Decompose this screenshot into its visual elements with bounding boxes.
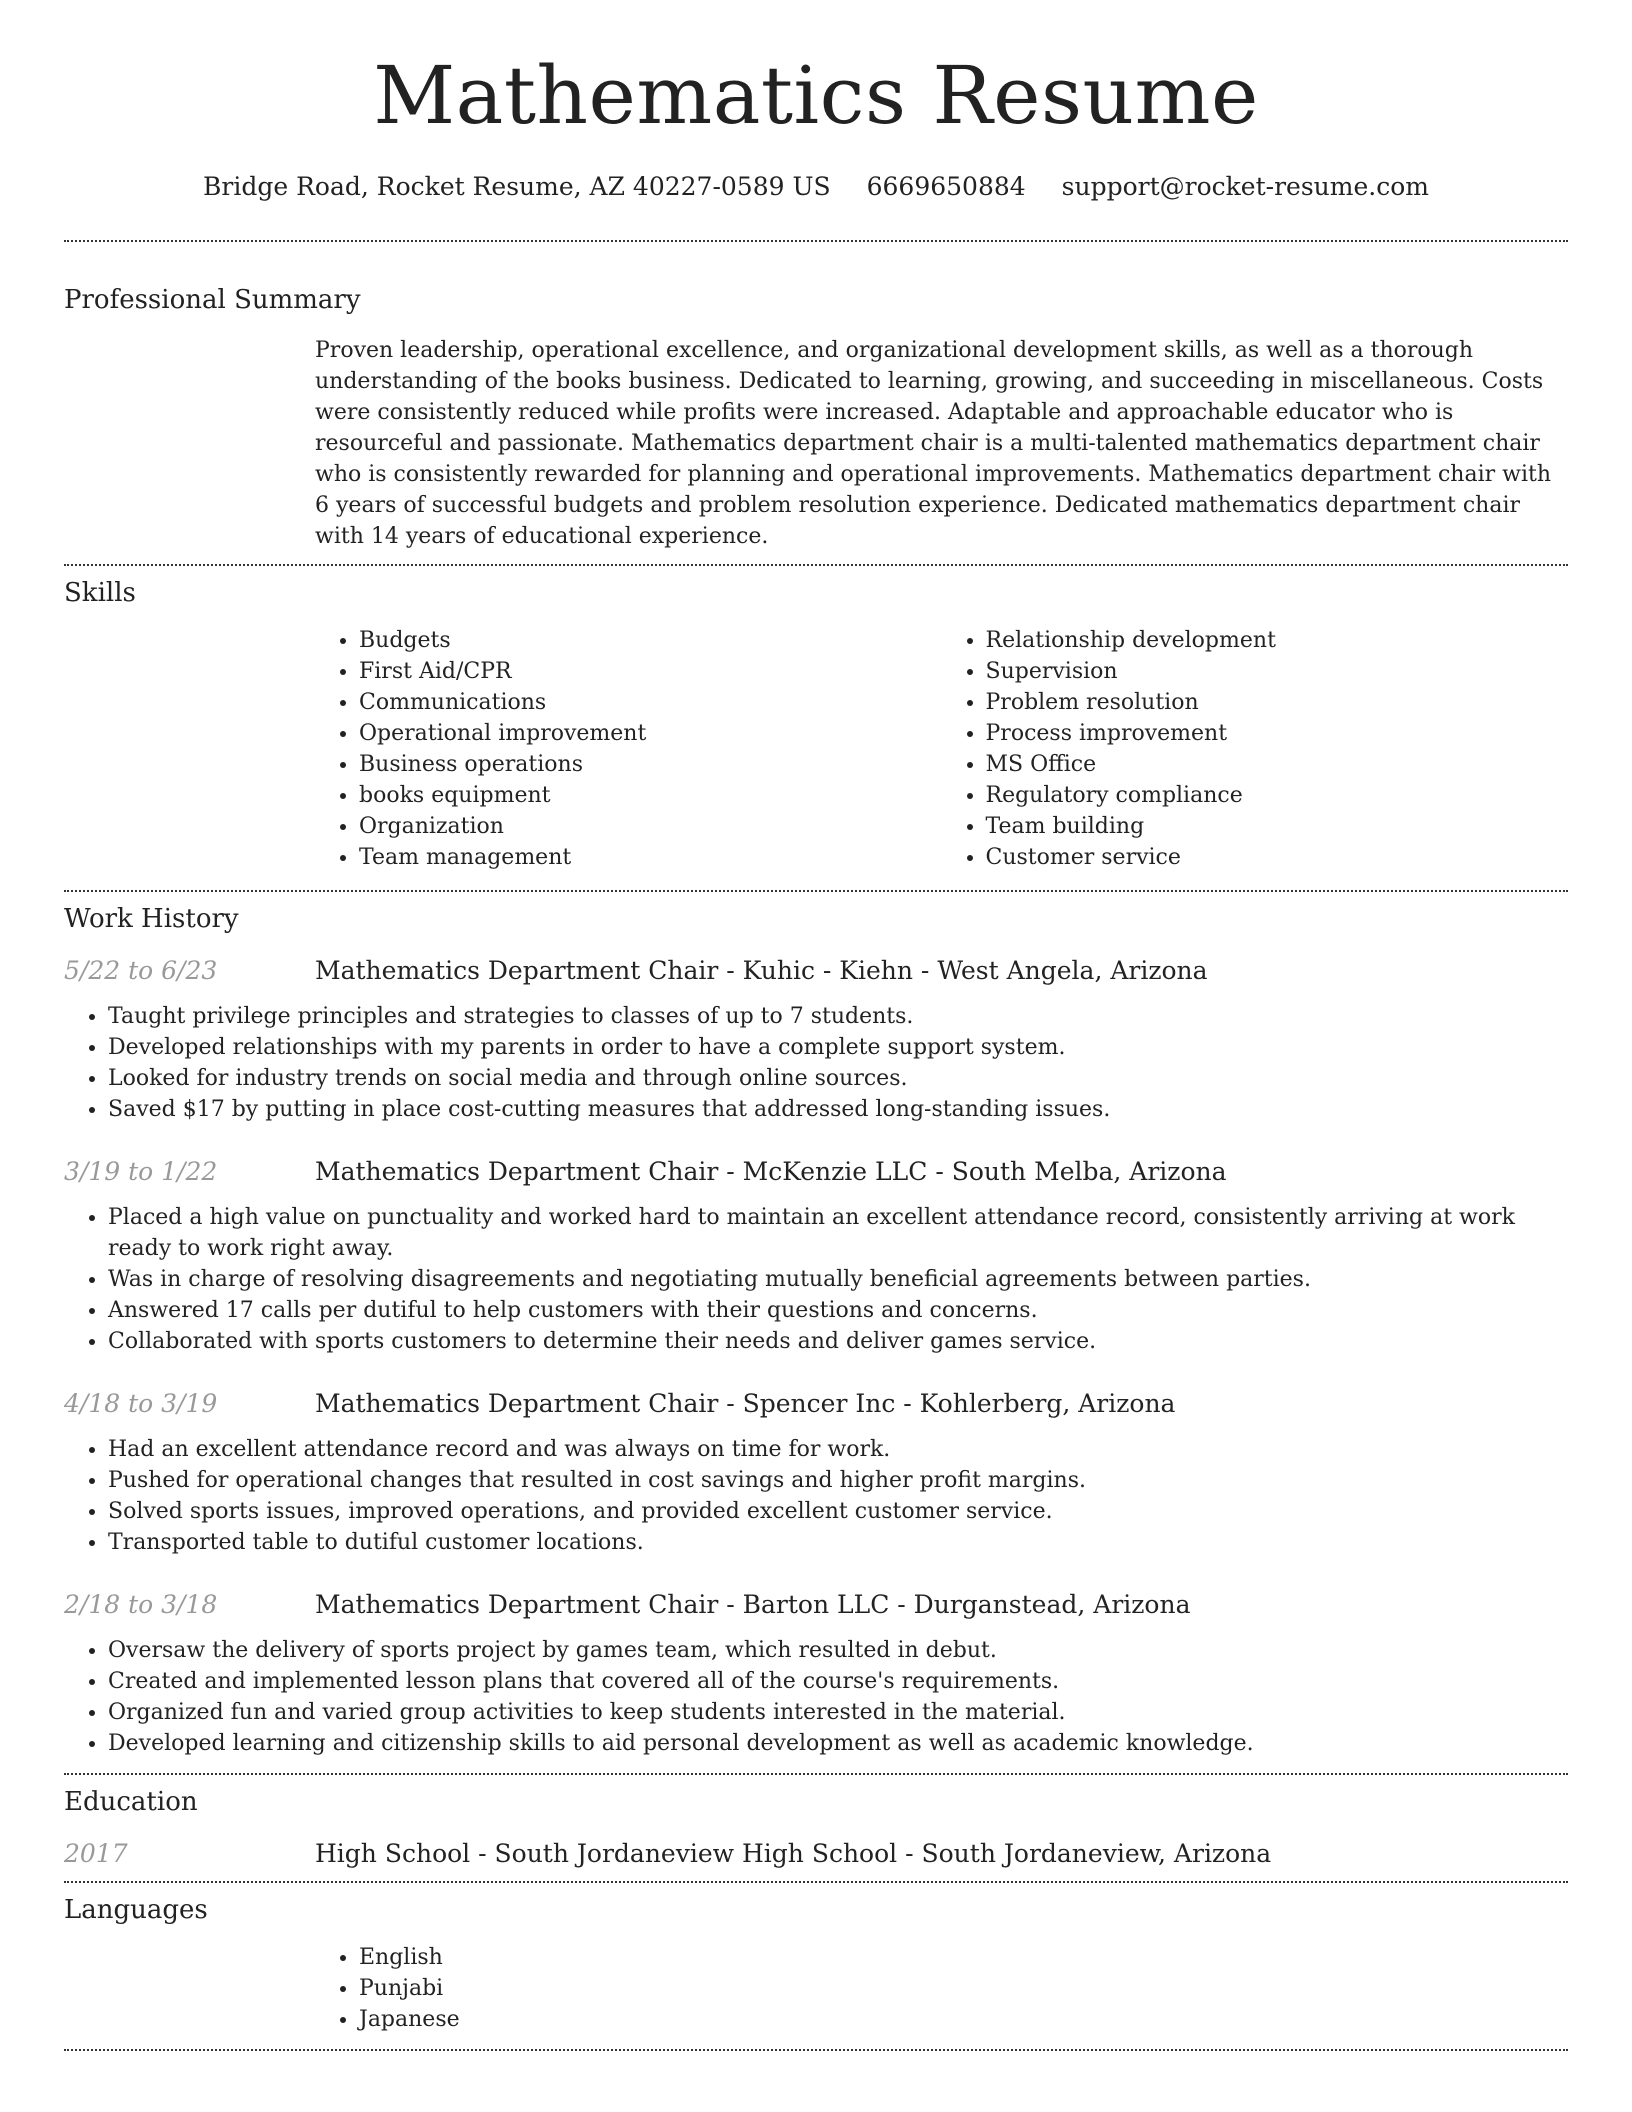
section-title-summary: Professional Summary <box>64 285 361 315</box>
job-bullet: • Answered 17 calls per dutiful to help customers with their questions and concerns. <box>108 1295 1568 1326</box>
job-dates: 4/18 to 3/19 <box>64 1389 218 1418</box>
job-title: Mathematics Department Chair - Barton LLC - Durganstead, Arizona <box>315 1590 1191 1619</box>
job-title: Mathematics Department Chair - McKenzie LLC - South Melba, Arizona <box>315 1157 1227 1186</box>
skill-item: • Organization <box>359 811 942 842</box>
divider <box>64 1881 1568 1883</box>
job-entry <box>64 1389 1568 1558</box>
job-entry <box>64 956 1568 1125</box>
job-title: Mathematics Department Chair - Spencer Inc - Kohlerberg, Arizona <box>315 1389 1176 1418</box>
skill-item: • Communications <box>359 687 942 718</box>
skill-item: • Business operations <box>359 749 942 780</box>
skills-list <box>315 625 1568 873</box>
job-bullet: • Saved $17 by putting in place cost-cutting measures that addressed long-standing issues. <box>108 1094 1568 1125</box>
job-bullet: • Taught privilege principles and strategies to classes of up to 7 students. <box>108 1001 1568 1032</box>
resume-title: Mathematics Resume <box>373 49 1259 142</box>
education-entry <box>64 1839 1568 1868</box>
resume-page <box>64 0 1568 2051</box>
email: support@rocket-resume.com <box>1061 172 1429 201</box>
job-bullet: • Placed a high value on punctuality and worked hard to maintain an excellent attendance record, consistently arriving at work ready to work right away. <box>108 1202 1568 1264</box>
skill-item: • Relationship development <box>986 625 1569 656</box>
job-bullets <box>64 1202 1568 1357</box>
skill-item: • First Aid/CPR <box>359 656 942 687</box>
section-title-work: Work History <box>64 904 239 934</box>
skill-item: • Supervision <box>986 656 1569 687</box>
job-bullet: • Collaborated with sports customers to determine their needs and deliver games service. <box>108 1326 1568 1357</box>
skills-section <box>64 578 1568 873</box>
skill-item: • Customer service <box>986 842 1569 873</box>
education-title: High School - South Jordaneview High School - South Jordaneview, Arizona <box>315 1839 1272 1868</box>
skill-item: • Process improvement <box>986 718 1569 749</box>
job-bullets <box>64 1001 1568 1125</box>
job-bullet: • Developed relationships with my parents in order to have a complete support system. <box>108 1032 1568 1063</box>
skills-column-left <box>315 625 942 873</box>
work-section <box>64 904 1568 1759</box>
job-bullet: • Solved sports issues, improved operations, and provided excellent customer service. <box>108 1496 1568 1527</box>
education-section <box>64 1787 1568 1868</box>
skill-item: • Regulatory compliance <box>986 780 1569 811</box>
job-bullets <box>64 1434 1568 1558</box>
education-year: 2017 <box>64 1839 128 1868</box>
section-title-education: Education <box>64 1787 198 1817</box>
job-entry <box>64 1157 1568 1357</box>
divider <box>64 564 1568 566</box>
job-bullet: • Oversaw the delivery of sports project by games team, which resulted in debut. <box>108 1635 1568 1666</box>
phone: 6669650884 <box>866 172 1026 201</box>
skill-item: • Budgets <box>359 625 942 656</box>
skill-item: • Operational improvement <box>359 718 942 749</box>
skill-item: • Team management <box>359 842 942 873</box>
divider <box>64 1773 1568 1775</box>
job-bullet: • Was in charge of resolving disagreements and negotiating mutually beneficial agreements between parties. <box>108 1264 1568 1295</box>
skill-item: • Problem resolution <box>986 687 1569 718</box>
skill-item: • Team building <box>986 811 1569 842</box>
job-bullet: • Transported table to dutiful customer locations. <box>108 1527 1568 1558</box>
language-item: • Japanese <box>359 2004 1568 2035</box>
divider <box>64 240 1568 242</box>
job-bullet: • Developed learning and citizenship skills to aid personal development as well as academic knowledge. <box>108 1728 1568 1759</box>
section-title-languages: Languages <box>64 1895 208 1925</box>
job-bullets <box>64 1635 1568 1759</box>
language-item: • English <box>359 1942 1568 1973</box>
job-bullet: • Organized fun and varied group activities to keep students interested in the material. <box>108 1697 1568 1728</box>
job-bullet: • Pushed for operational changes that resulted in cost savings and higher profit margins. <box>108 1465 1568 1496</box>
job-title: Mathematics Department Chair - Kuhic - Kiehn - West Angela, Arizona <box>315 956 1208 985</box>
skill-item: • MS Office <box>986 749 1569 780</box>
section-title-skills: Skills <box>64 578 136 608</box>
job-dates: 2/18 to 3/18 <box>64 1590 218 1619</box>
summary-section <box>64 285 1568 552</box>
job-bullet: • Had an excellent attendance record and was always on time for work. <box>108 1434 1568 1465</box>
job-dates: 5/22 to 6/23 <box>64 956 218 985</box>
contact-line <box>64 172 1568 201</box>
skills-column-right <box>942 625 1569 873</box>
languages-section <box>64 1895 1568 2035</box>
skill-item: • books equipment <box>359 780 942 811</box>
language-item: • Punjabi <box>359 1973 1568 2004</box>
address: Bridge Road, Rocket Resume, AZ 40227-0589 US <box>203 172 831 201</box>
job-entry <box>64 1590 1568 1759</box>
summary-text: Proven leadership, operational excellence, and organizational development skills, as well as a thorough understanding of the books business. Dedicated to learning, growing, and succeeding in miscellaneous. Costs were consistently reduced while profits were increased. Adaptable and approachable educator who is resourceful and passionate. Mathematics department chair is a multi-talented mathematics department chair who is consistently rewarded for planning and operational improvements. Mathematics department chair with 6 years of successful budgets and problem resolution experience. Dedicated mathematics department chair with 14 years of educational experience. <box>315 338 1552 549</box>
languages-list <box>315 1942 1568 2035</box>
job-dates: 3/19 to 1/22 <box>64 1157 218 1186</box>
divider <box>64 2049 1568 2051</box>
job-bullet: • Looked for industry trends on social media and through online sources. <box>108 1063 1568 1094</box>
job-bullet: • Created and implemented lesson plans that covered all of the course's requirements. <box>108 1666 1568 1697</box>
divider <box>64 890 1568 892</box>
